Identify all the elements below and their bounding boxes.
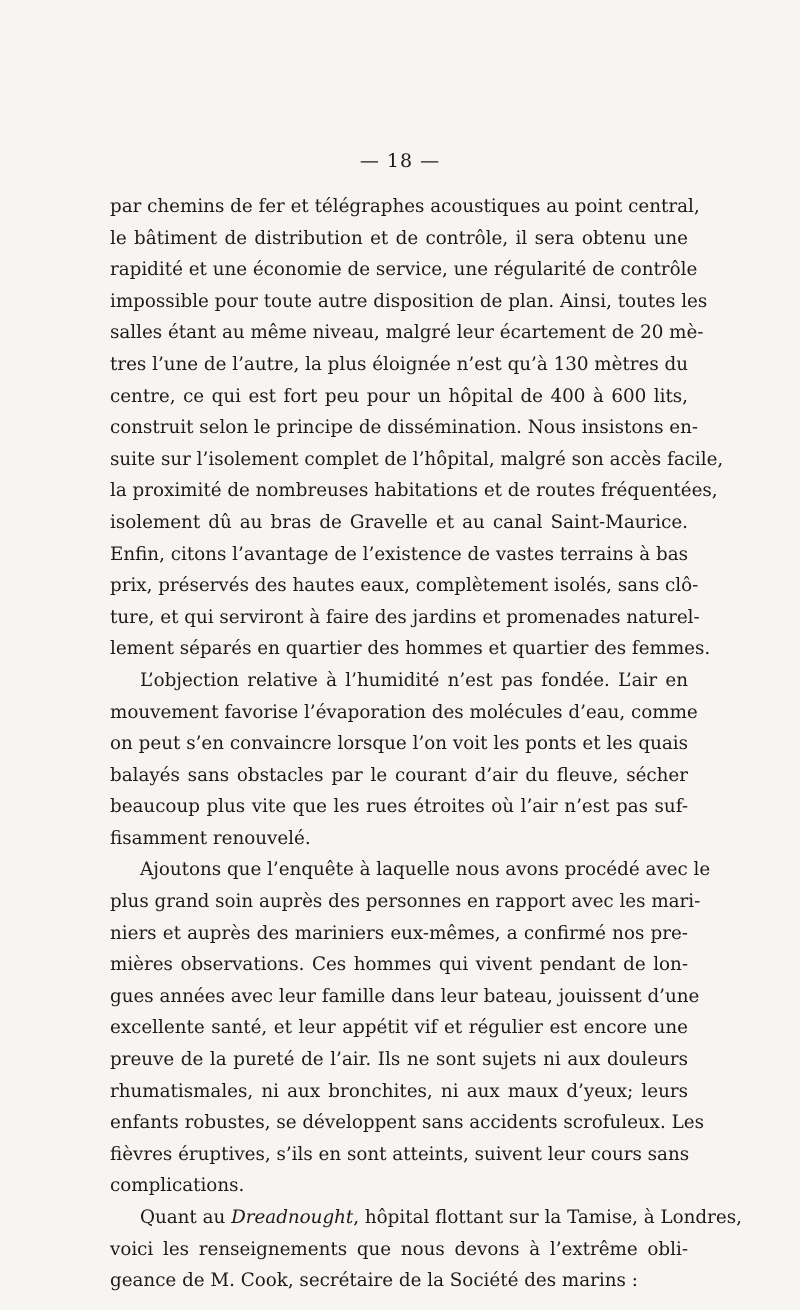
ship-name: Dreadnought — [231, 1207, 354, 1228]
text-line: impossible pour toute autre disposition de plan. Ainsi, toutes les — [110, 290, 708, 312]
text-line: lement séparés en quartier des hommes et quartier des femmes. — [110, 638, 711, 660]
text-line: geance de M. Cook, secrétaire de la Société des marins : — [110, 1270, 638, 1292]
text-line: ture, et qui serviront à faire des jardins et promenades naturel- — [110, 606, 700, 628]
text-line: salles étant au même niveau, malgré leur écartement de 20 mè- — [110, 322, 704, 344]
text-line: fièvres éruptives, s’ils en sont atteints, suivent leur cours sans — [110, 1143, 690, 1165]
quant-au-text: Quant au — [140, 1207, 232, 1228]
text-line: Enfin, citons l’avantage de l’existence de vastes terrains à bas — [110, 543, 688, 565]
text-line: niers et auprès des mariniers eux-mêmes, a confirmé nos pre- — [110, 922, 688, 944]
text-line: le bâtiment de distribution et de contrôle, il sera obtenu une — [110, 227, 688, 249]
text-line: construit selon le principe de dissémination. Nous insistons en- — [110, 417, 699, 439]
text-line — [110, 1202, 742, 1234]
text-line: L’objection relative à l’humidité n’est pas fondée. L’air en — [140, 669, 688, 691]
text-line: beaucoup plus vite que les rues étroites où l’air n’est pas suf- — [110, 796, 688, 818]
text-line: par chemins de fer et télégraphes acoustiques au point central, — [110, 196, 700, 217]
text-line: rhumatismales, ni aux bronchites, ni aux maux d’yeux; leurs — [110, 1080, 688, 1102]
text-line: rapidité et une économie de service, une régularité de contrôle — [110, 259, 698, 281]
body-text — [110, 191, 742, 1297]
text-line: balayés sans obstacles par le courant d’air du fleuve, sécher — [110, 764, 688, 786]
text-line: enfants robustes, se développent sans accidents scrofuleux. Les — [110, 1112, 704, 1134]
text-line: isolement dû au bras de Gravelle et au canal Saint-Maurice. — [110, 511, 688, 533]
hospital-text: , hôpital flottant sur la Tamise, à Londres, — [353, 1207, 742, 1228]
text-line: on peut s’en convaincre lorsque l’on voit les ponts et les quais — [110, 733, 688, 755]
text-line: preuve de la pureté de l’air. Ils ne sont sujets ni aux douleurs — [110, 1049, 688, 1071]
text-line: la proximité de nombreuses habitations et de routes fréquentées, — [110, 480, 718, 502]
text-line: centre, ce qui est fort peu pour un hôpital de 400 à 600 lits, — [110, 385, 688, 407]
page-number: — 18 — — [359, 150, 441, 172]
text-line: plus grand soin auprès des personnes en rapport avec les mari- — [110, 891, 701, 913]
text-line: excellente santé, et leur appétit vif et régulier est encore une — [110, 1017, 688, 1039]
text-line: voici les renseignements que nous devons à l’extrême obli- — [110, 1238, 688, 1260]
text-line: suite sur l’isolement complet de l’hôpital, malgré son accès facile, — [110, 448, 724, 470]
text-line: mières observations. Ces hommes qui vivent pendant de lon- — [110, 954, 688, 976]
text-line: tres l’une de l’autre, la plus éloignée n’est qu’à 130 mètres du — [110, 353, 689, 375]
text-line: Ajoutons que l’enquête à laquelle nous avons procédé avec le — [140, 859, 711, 881]
text-line: prix, préservés des hautes eaux, complètement isolés, sans clô- — [110, 575, 699, 597]
text-line: complications. — [110, 1175, 245, 1197]
text-line: mouvement favorise l’évaporation des molécules d’eau, comme — [110, 701, 698, 723]
text-line: gues années avec leur famille dans leur bateau, jouissent d’une — [110, 985, 700, 1007]
text-line: fisamment renouvelé. — [110, 827, 311, 849]
